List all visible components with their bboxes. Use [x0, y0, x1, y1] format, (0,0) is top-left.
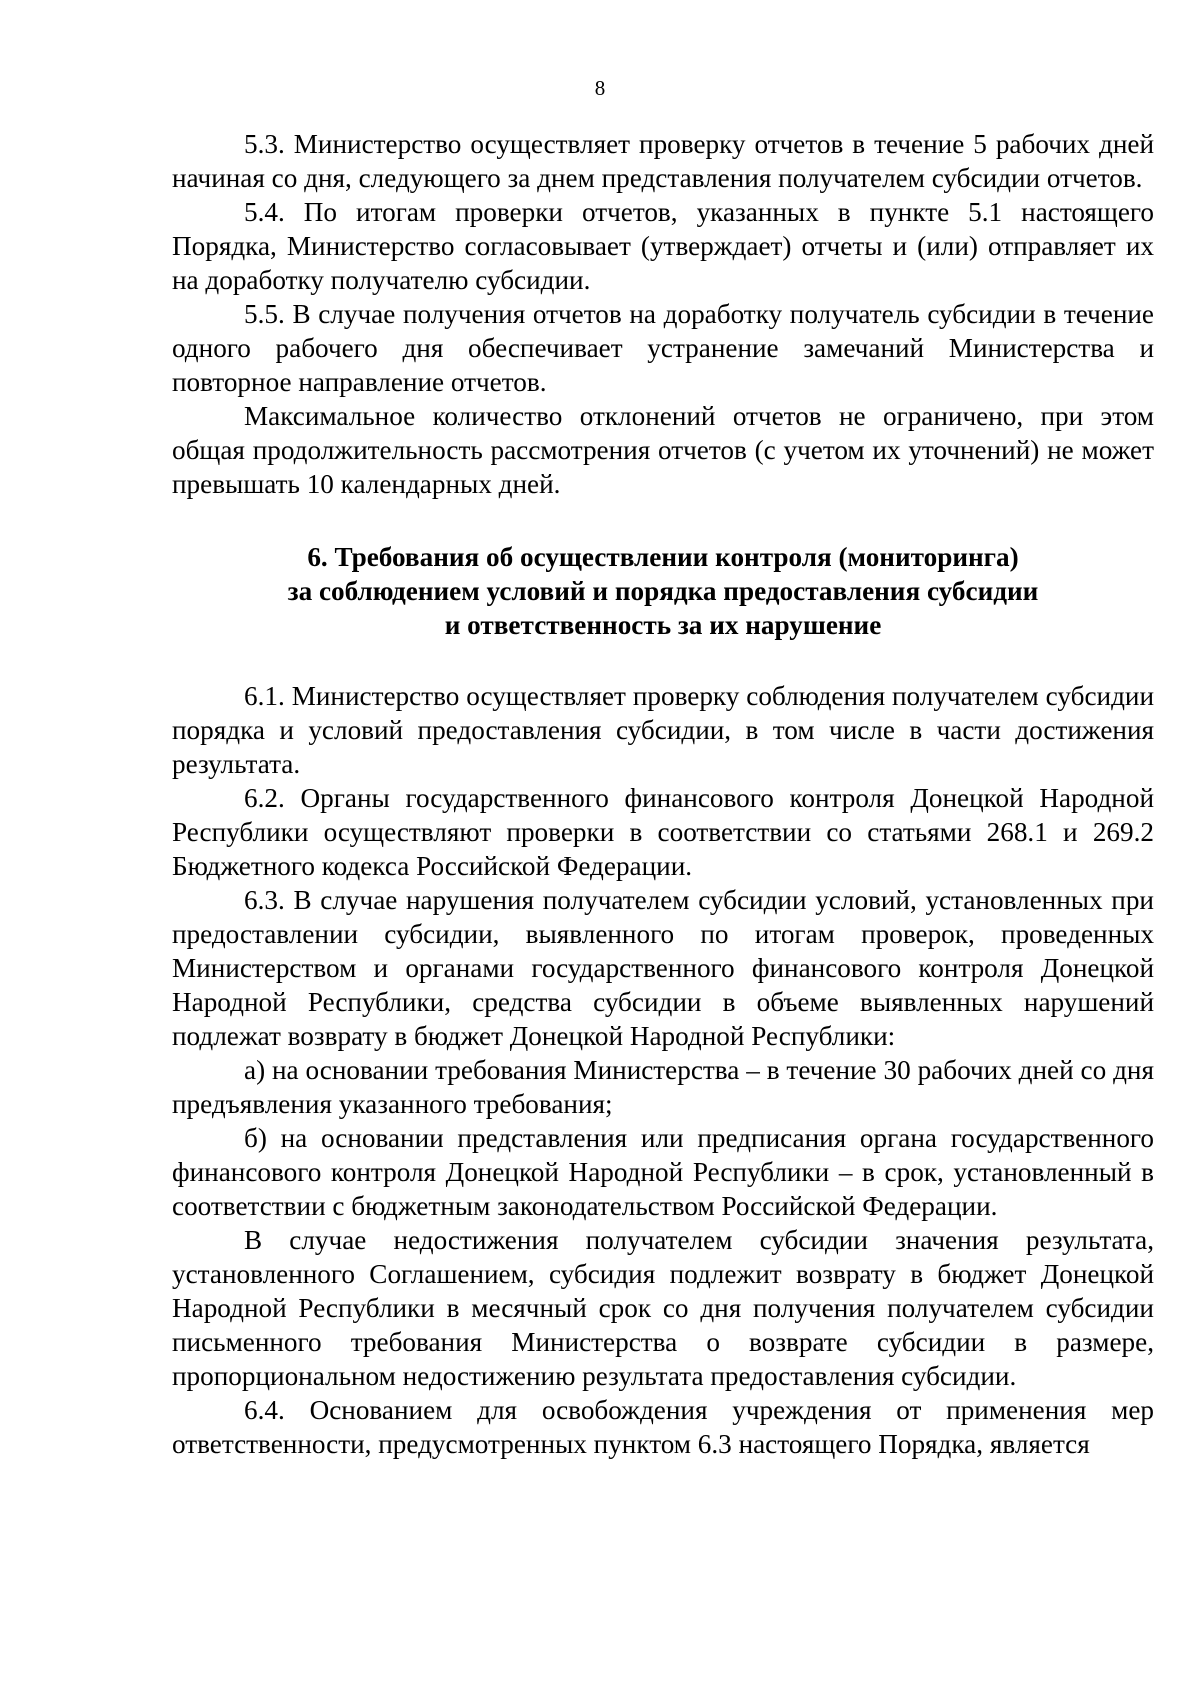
section-6-heading-line-1: 6. Требования об осуществлении контроля (мониторинга) [307, 542, 1019, 572]
document-body [172, 127, 1154, 1461]
section-6-heading-line-2: за соблюдением условий и порядка предоставления субсидии [287, 576, 1039, 606]
paragraph-6-1: 6.1. Министерство осуществляет проверку соблюдения получателем субсидии порядка и условий предоставления субсидии, в том числе в части достижения результата. [172, 681, 1154, 779]
paragraph-max-deviations: Максимальное количество отклонений отчетов не ограничено, при этом общая продолжительность рассмотрения отчетов (с учетом их уточнений) не может превышать 10 календарных дней. [172, 401, 1154, 499]
paragraph-5-4: 5.4. По итогам проверки отчетов, указанных в пункте 5.1 настоящего Порядка, Министерство согласовывает (утверждает) отчеты и (или) отправляет их на доработку получателю субсидии. [172, 197, 1154, 295]
section-6-heading-line-3: и ответственность за их нарушение [444, 610, 882, 640]
section-6-heading [172, 540, 1154, 642]
paragraph-6-3-a: а) на основании требования Министерства – в течение 30 рабочих дней со дня предъявления указанного требования; [172, 1055, 1154, 1119]
paragraph-5-5: 5.5. В случае получения отчетов на доработку получатель субсидии в течение одного рабочего дня обеспечивает устранение замечаний Министерства и повторное направление отчетов. [172, 299, 1154, 397]
paragraph-6-4: 6.4. Основанием для освобождения учреждения от применения мер ответственности, предусмотренных пунктом 6.3 настоящего Порядка, является [172, 1395, 1154, 1459]
paragraph-6-2: 6.2. Органы государственного финансового контроля Донецкой Народной Республики осуществляют проверки в соответствии со статьями 268.1 и 269.2 Бюджетного кодекса Российской Федерации. [172, 783, 1154, 881]
paragraph-6-3: 6.3. В случае нарушения получателем субсидии условий, установленных при предоставлении субсидии, выявленного по итогам проверок, проведенных Министерством и органами государственного финансового контроля Донецкой Народной Республики, средства субсидии в объеме выявленных нарушений подлежат возврату в бюджет Донецкой Народной Республики: [172, 885, 1154, 1051]
page-number: 8 [594, 76, 606, 100]
paragraph-result-not-achieved: В случае недостижения получателем субсидии значения результата, установленного Соглашением, субсидия подлежит возврату в бюджет Донецкой Народной Республики в месячный срок со дня получения получателем субсидии письменного требования Министерства о возврате субсидии в размере, пропорциональном недостижению результата предоставления субсидии. [172, 1225, 1154, 1391]
paragraph-6-3-b: б) на основании представления или предписания органа государственного финансового контроля Донецкой Народной Республики – в срок, установленный в соответствии с бюджетным законодательством Российской Федерации. [172, 1123, 1154, 1221]
paragraph-5-3: 5.3. Министерство осуществляет проверку отчетов в течение 5 рабочих дней начиная со дня, следующего за днем представления получателем субсидии отчетов. [172, 129, 1154, 193]
